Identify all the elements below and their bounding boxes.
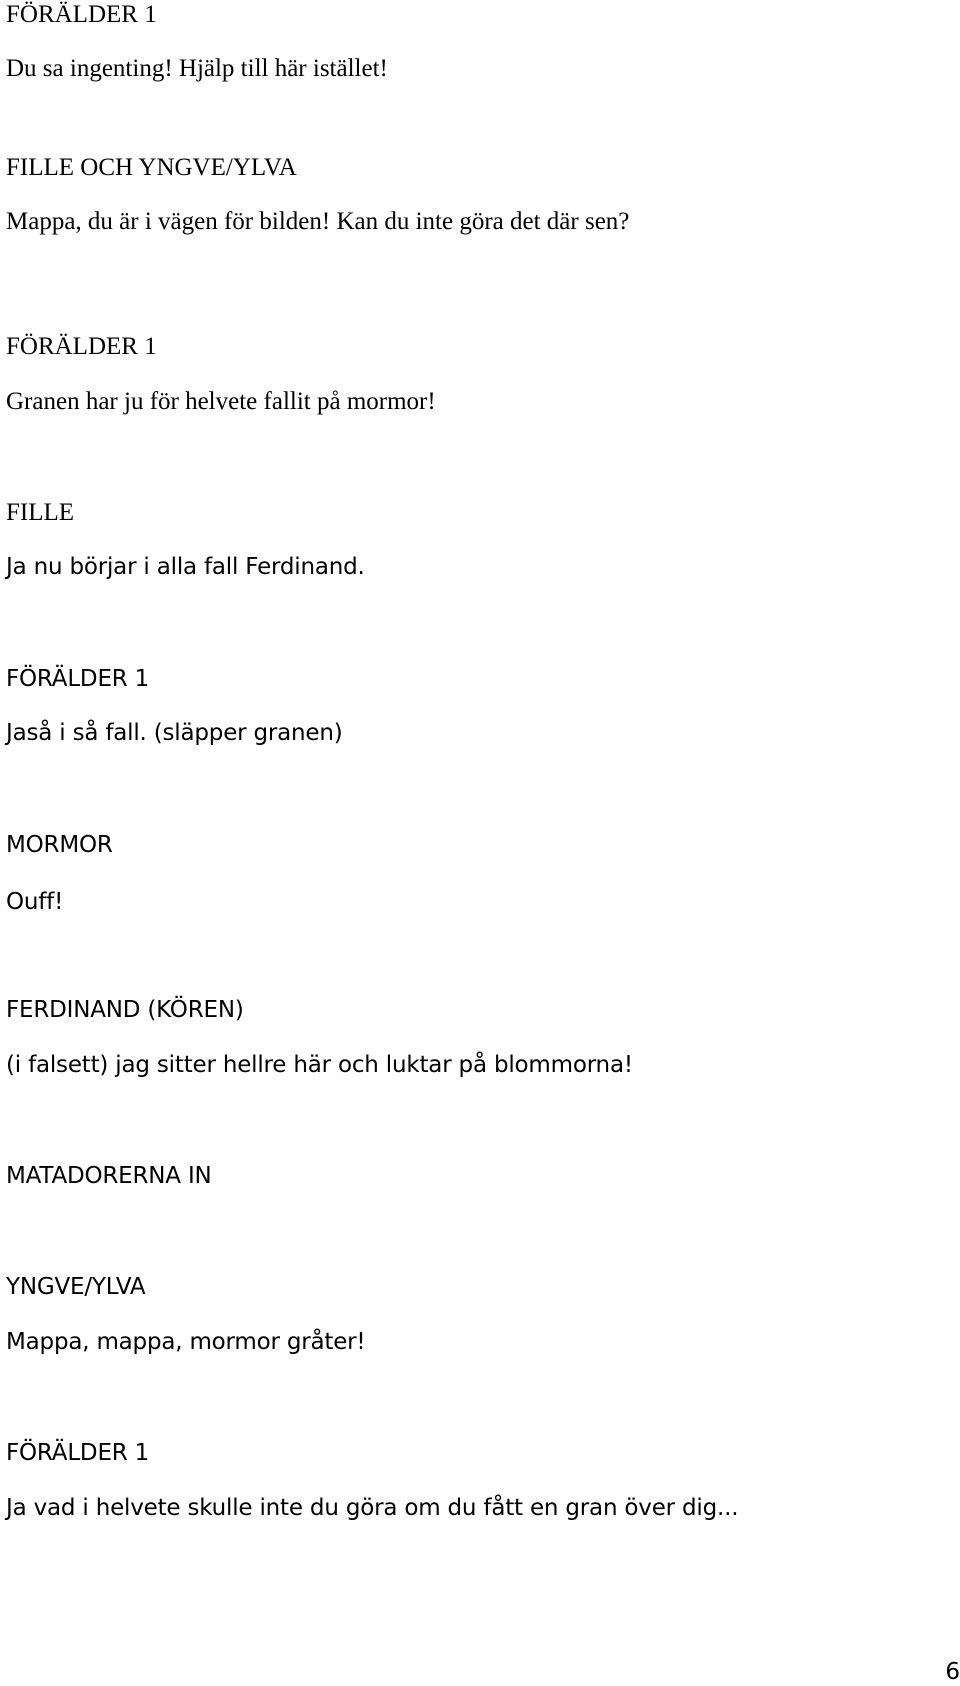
speaker-name: YNGVE/YLVA — [6, 1274, 146, 1300]
speaker-name: FILLE — [6, 499, 75, 526]
dialogue-line: Mappa, du är i vägen för bilden! Kan du inte göra det där sen? — [6, 208, 630, 235]
dialogue-line: Ja vad i helvete skulle inte du göra om du fått en gran över dig... — [6, 1495, 739, 1521]
speaker-name: MORMOR — [6, 832, 113, 858]
speaker-name: FÖRÄLDER 1 — [6, 666, 150, 692]
dialogue-line: (i falsett) jag sitter hellre här och luktar på blommorna! — [6, 1052, 633, 1078]
dialogue-line: Mappa, mappa, mormor gråter! — [6, 1329, 366, 1355]
speaker-name: FÖRÄLDER 1 — [6, 1, 157, 28]
dialogue-line: Du sa ingenting! Hjälp till här istället! — [6, 55, 388, 82]
speaker-name: FILLE OCH YNGVE/YLVA — [6, 154, 297, 181]
speaker-name: FÖRÄLDER 1 — [6, 1440, 150, 1466]
speaker-name: FÖRÄLDER 1 — [6, 333, 157, 360]
dialogue-line: Jaså i så fall. (släpper granen) — [6, 720, 343, 746]
page-number: 6 — [945, 1659, 960, 1685]
stage-direction: MATADORERNA IN — [6, 1163, 212, 1189]
dialogue-line: Ouff! — [6, 889, 64, 915]
dialogue-line: Granen har ju för helvete fallit på mormor! — [6, 388, 436, 415]
dialogue-line: Ja nu börjar i alla fall Ferdinand. — [6, 554, 365, 580]
speaker-name: FERDINAND (KÖREN) — [6, 997, 244, 1023]
